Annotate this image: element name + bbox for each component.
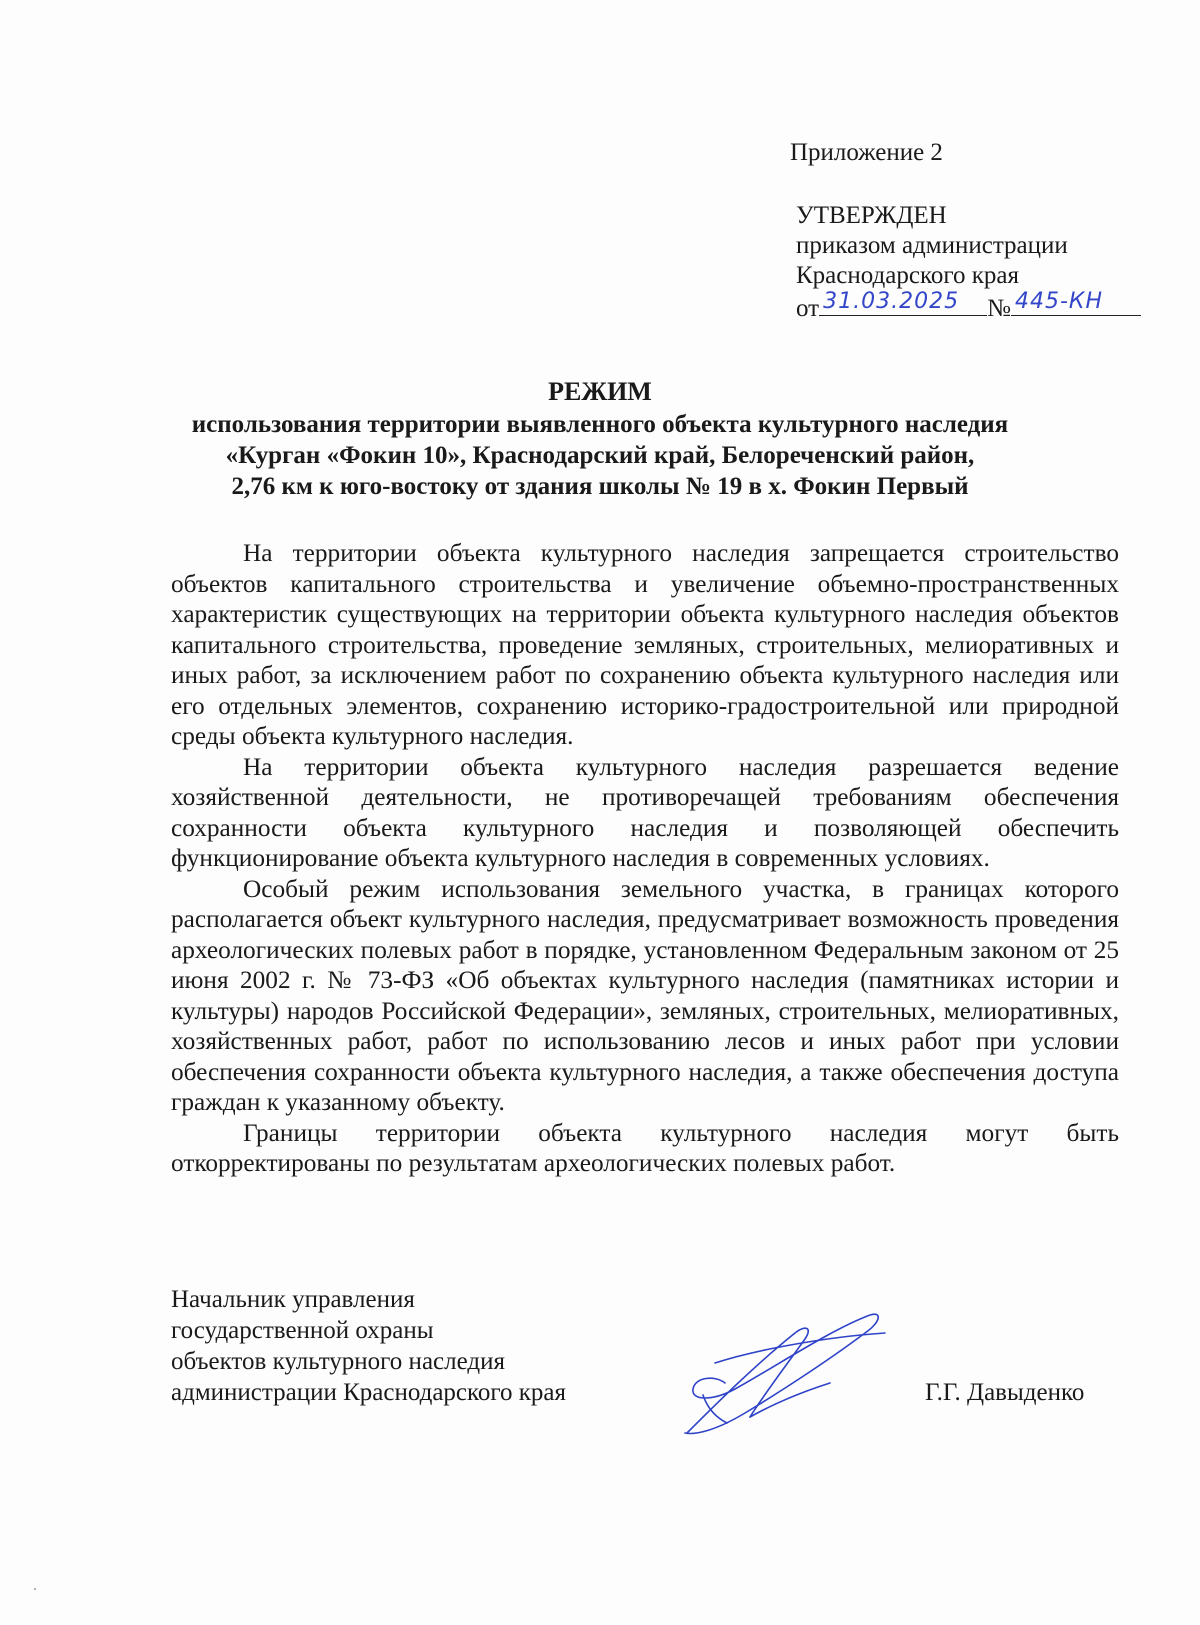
approval-line-2: Краснодарского края bbox=[796, 262, 1019, 289]
paragraph: Границы территории объекта культурного наследия могут быть откорректированы по результатам археологических полевых работ. bbox=[171, 1118, 1119, 1177]
date-field bbox=[819, 291, 987, 316]
date-prefix: от bbox=[796, 295, 820, 322]
approval-line-1: приказом администрации bbox=[796, 232, 1068, 259]
paragraph: Особый режим использования земельного участка, в границах которого располагается объект культурного наследия, предусматривает возможность проведения археологических полевых работ в порядке, установленном Федеральным законом от 25 июня 2002 г. № 73-ФЗ «Об объектах культурного наследия (памятниках истории и культуры) народов Российской Федерации», земляных, строительных, мелиоративных, хозяйственных работ, работ по использованию лесов и иных работ при условии обеспечения сохранности объекта культурного наследия, а также обеспечения доступа граждан к указанному объекту. bbox=[171, 874, 1119, 1116]
number-prefix: № bbox=[987, 295, 1011, 322]
document-title bbox=[160, 376, 1040, 502]
signer-position-line-4: администрации Краснодарского края bbox=[171, 1379, 567, 1406]
appendix-label: Приложение 2 bbox=[790, 139, 943, 166]
approval-status: УТВЕРЖДЕН bbox=[796, 202, 947, 229]
signer-position bbox=[171, 1284, 566, 1408]
handwritten-signature bbox=[655, 1305, 900, 1440]
approval-date-number-line bbox=[796, 291, 1141, 324]
signer-position-line-1: Начальник управления bbox=[171, 1286, 415, 1313]
signer-name: Г.Г. Давыденко bbox=[925, 1379, 1085, 1406]
paragraph: На территории объекта культурного наследия разрешается ведение хозяйственной деятельности, не противоречащей требованиям обеспечения сохранности объекта культурного наследия и позволяющей обеспечить функционирование объекта культурного наследия в современных условиях. bbox=[171, 752, 1119, 872]
approval-stamp bbox=[796, 201, 1141, 324]
title-line-3: 2,76 км к юго-востоку от здания школы № 19 в х. Фокин Первый bbox=[231, 473, 969, 500]
title-line-2: «Курган «Фокин 10», Краснодарский край, Белореченский район, bbox=[225, 442, 975, 469]
handwritten-date: 31.03.2025 bbox=[823, 289, 960, 314]
title-line-1: использования территории выявленного объекта культурного наследия bbox=[191, 411, 1009, 438]
signer-position-line-2: государственной охраны bbox=[171, 1317, 434, 1344]
document-body bbox=[171, 538, 1119, 1179]
paragraph: На территории объекта культурного наследия запрещается строительство объектов капитального строительства и увеличение объемно-пространственных характеристик существующих на территории объекта культурного наследия объектов капитального строительства, проведение земляных, строительных, мелиоративных и иных работ, за исключением работ по сохранению объекта культурного наследия или его отдельных элементов, сохранению историко-градостроительной или природной среды объекта культурного наследия. bbox=[171, 539, 1119, 750]
signer-position-line-3: объектов культурного наследия bbox=[171, 1348, 505, 1375]
title-main: РЕЖИМ bbox=[548, 377, 652, 406]
scan-dot bbox=[34, 1588, 36, 1590]
handwritten-number: 445-КН bbox=[1014, 289, 1104, 314]
number-field bbox=[1011, 291, 1141, 316]
